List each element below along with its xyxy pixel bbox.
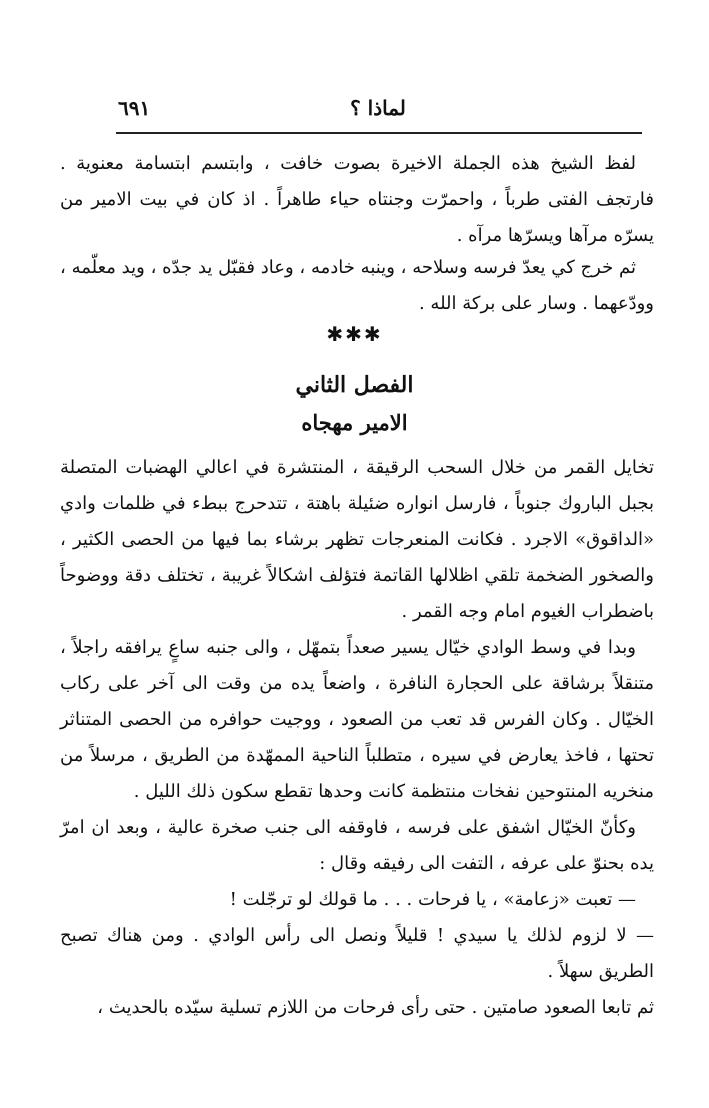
running-head	[118, 96, 638, 126]
paragraph: ثم خرج كي يعدّ فرسه وسلاحه ، وينبه خادمه ، وعاد فقبّل يد جدّه ، ويد معلّمه ، وودّعهما . وسار على بركة الله .	[60, 257, 654, 314]
paragraph: لفظ الشيخ هذه الجملة الاخيرة بصوت خافت ، وابتسم ابتسامة معنوية . فارتجف الفتى طرباً ، واحمرّت وجنتاه حياء طاهراً . اذ كان في بيت الامير من يسرّه مرآها ويسرّها مرآه .	[60, 153, 654, 246]
paragraph: وكأنّ الخيّال اشفق على فرسه ، فاوقفه الى جنب صخرة عالية ، وبعد ان امرّ يده بحنوّ على عرفه ، التفت الى رفيقه وقال :	[60, 817, 654, 874]
section-separator: ✱✱✱	[326, 322, 383, 346]
dialogue-line: — تعبت «زعامة» ، يا فرحات . . . ما قولك لو ترجّلت !	[229, 889, 636, 910]
chapter-subheading: الامير مهجاه	[301, 410, 408, 435]
paragraph-block	[60, 146, 654, 254]
chapter-heading: الفصل الثاني	[295, 372, 414, 398]
paragraph-block	[60, 250, 654, 322]
paragraph: ثم تابعا الصعود صامتين . حتى رأى فرحات من اللازم تسلية سيّده بالحديث ،	[97, 997, 654, 1018]
paragraph: تخايل القمر من خلال السحب الرقيقة ، المنتشرة في اعالي الهضبات المتصلة بجبل الباروك جنوباً ، فارسل انواره ضئيلة باهتة ، تتدحرج ببطء في ظلمات وادي «الداقوق» الاجرد . فكانت المنعرجات تظهر برشاء بما فيها من الحصى الكثير ، والصخور الضخمة تلقي اظلالها القاتمة فتؤلف اشكالاً غريبة ، تختلف دقة ووضوحاً باضطراب الغيوم امام وجه القمر .	[60, 457, 654, 622]
page-number: ٦٩١	[118, 96, 151, 120]
running-title: لماذا ؟	[350, 96, 406, 120]
header-rule	[116, 132, 642, 134]
dialogue-line: — لا لزوم لذلك يا سيدي ! قليلاً ونصل الى رأس الوادي . ومن هناك تصبح الطريق سهلاً .	[60, 925, 654, 982]
chapter-body	[60, 450, 654, 1026]
paragraph: وبدا في وسط الوادي خيّال يسير صعداً بتمهّل ، والى جنبه ساعٍ يرافقه راجلاً ، متنقلاً برشاقة على الحجارة النافرة ، واضعاً يده من وقت الى آخر على ركاب الخيّال . وكان الفرس قد تعب من الصعود ، ووجيت حوافره من الحصى المتناثر تحتها ، فاخذ يعارض في سيره ، متطلباً الناحية الممهّدة من الطريق ، مرسلاً من منخريه المنتوحين نفخات منتظمة كانت وحدها تقطع سكون ذلك الليل .	[60, 637, 654, 802]
